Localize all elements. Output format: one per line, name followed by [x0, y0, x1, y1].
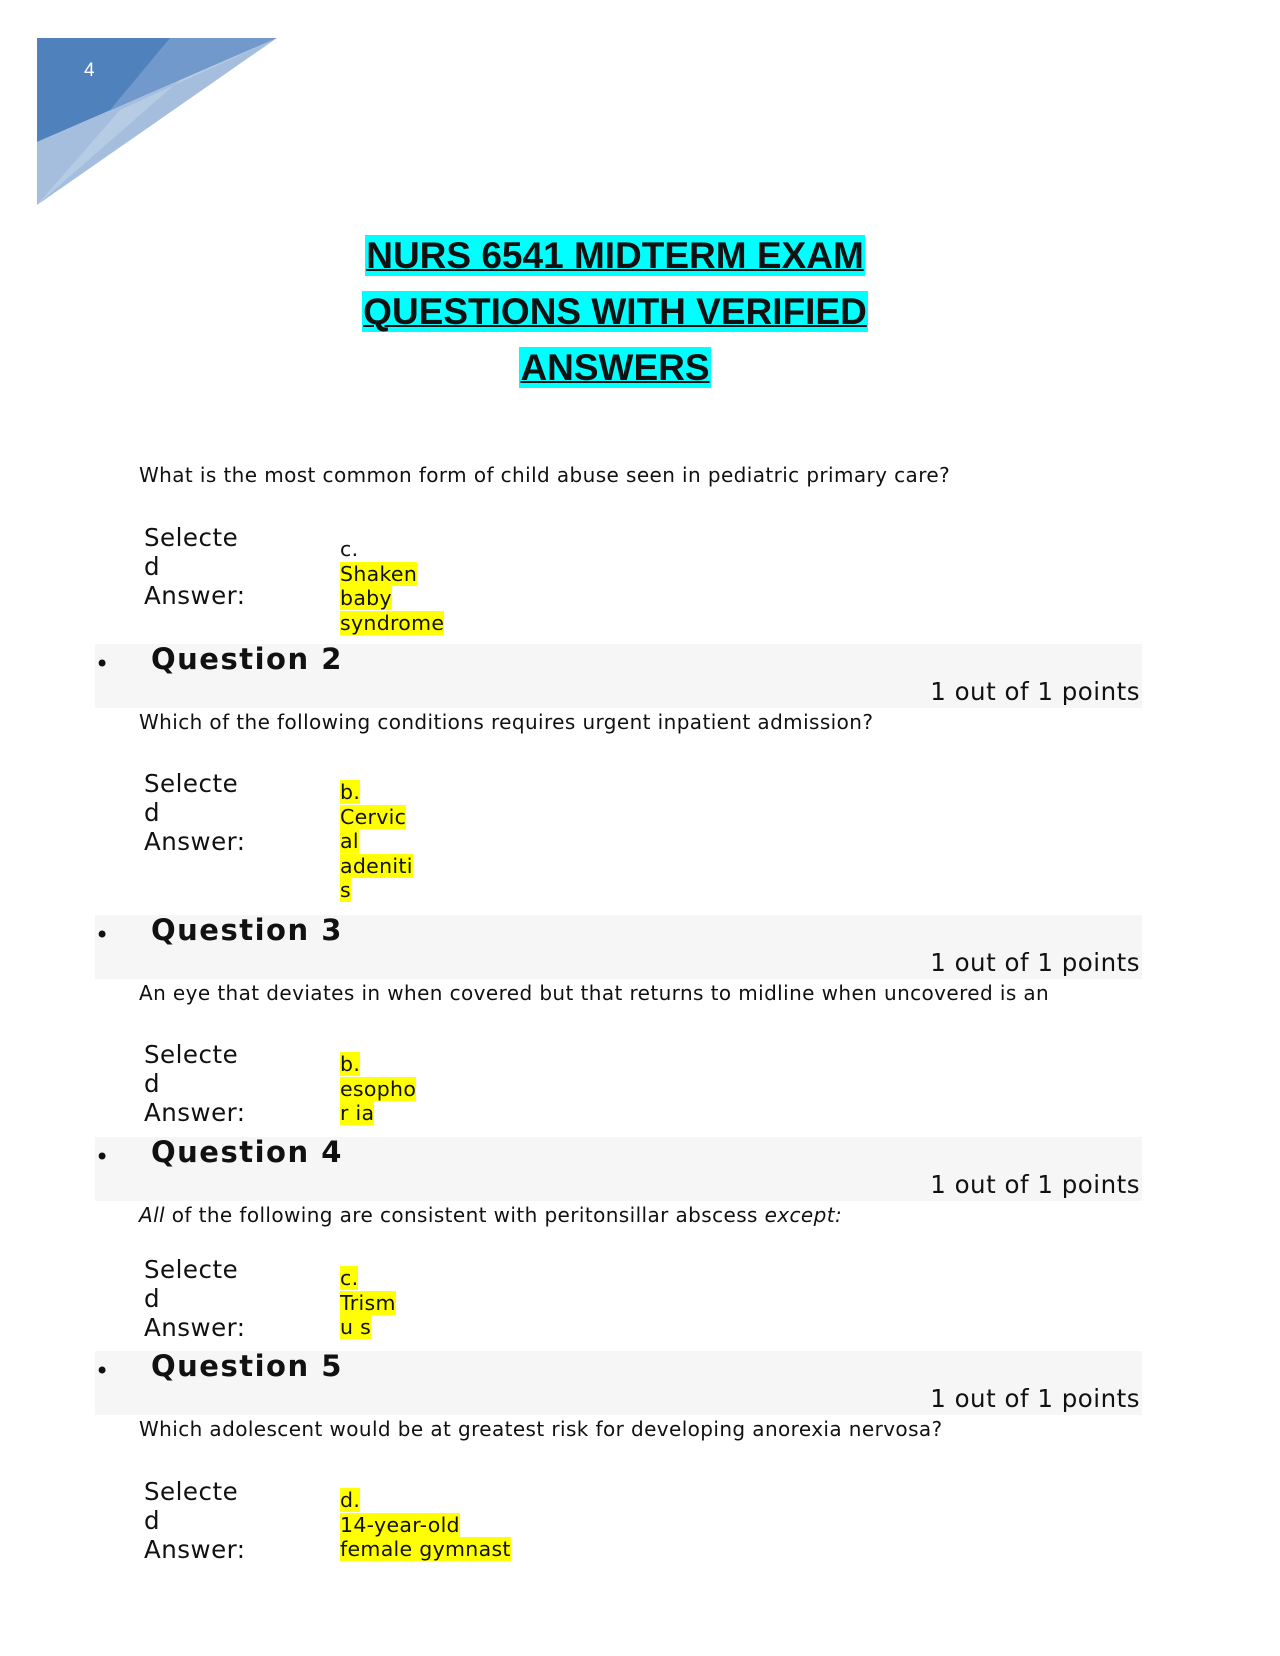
question-3-header: • Question 3 1 out of 1 points — [95, 913, 1140, 977]
question-4-header: • Question 4 1 out of 1 points — [95, 1135, 1140, 1199]
selected-answer-label: Selecte d Answer: — [144, 523, 246, 610]
question-3-text: An eye that deviates in when covered but that returns to midline when uncovered is an — [139, 981, 1050, 1005]
page-number: 4 — [84, 60, 95, 81]
question-3-answer: b. esopho r ia — [340, 1052, 417, 1125]
question-5-header: • Question 5 1 out of 1 points — [95, 1349, 1140, 1413]
selected-answer-label: Selecte d Answer: — [144, 1255, 246, 1342]
selected-answer-label: Selecte d Answer: — [144, 1040, 246, 1127]
question-2-text: Which of the following conditions requires urgent inpatient admission? — [139, 710, 874, 734]
question-5-answer: d. 14-year-old female gymnast — [340, 1488, 511, 1561]
question-4-title: Question 4 — [151, 1135, 343, 1169]
question-5-title: Question 5 — [151, 1349, 343, 1383]
corner-decoration — [0, 0, 300, 220]
document-title — [0, 228, 1230, 396]
selected-answer-label: Selecte d Answer: — [144, 769, 246, 856]
question-2-title: Question 2 — [151, 642, 343, 676]
question-2-points: 1 out of 1 points — [930, 677, 1140, 706]
question-3-title: Question 3 — [151, 913, 343, 947]
question-1-text: What is the most common form of child abuse seen in pediatric primary care? — [139, 463, 951, 487]
question-4-points: 1 out of 1 points — [930, 1170, 1140, 1199]
question-2-answer: b. Cervic al adeniti s — [340, 780, 413, 902]
selected-answer-label: Selecte d Answer: — [144, 1477, 246, 1564]
question-1-answer: c. Shaken baby syndrome — [340, 537, 445, 635]
question-4-answer: c. Trism u s — [340, 1266, 396, 1339]
question-5-points: 1 out of 1 points — [930, 1384, 1140, 1413]
title-line-1: NURS 6541 MIDTERM EXAM — [366, 235, 864, 276]
question-5-text: Which adolescent would be at greatest risk for developing anorexia nervosa? — [139, 1417, 943, 1441]
question-2-header: • Question 2 1 out of 1 points — [95, 642, 1140, 706]
question-3-points: 1 out of 1 points — [930, 948, 1140, 977]
title-line-3: ANSWERS — [520, 347, 710, 388]
question-4-text: All of the following are consistent with peritonsillar abscess except: — [139, 1203, 843, 1227]
title-line-2: QUESTIONS WITH VERIFIED — [363, 291, 867, 332]
